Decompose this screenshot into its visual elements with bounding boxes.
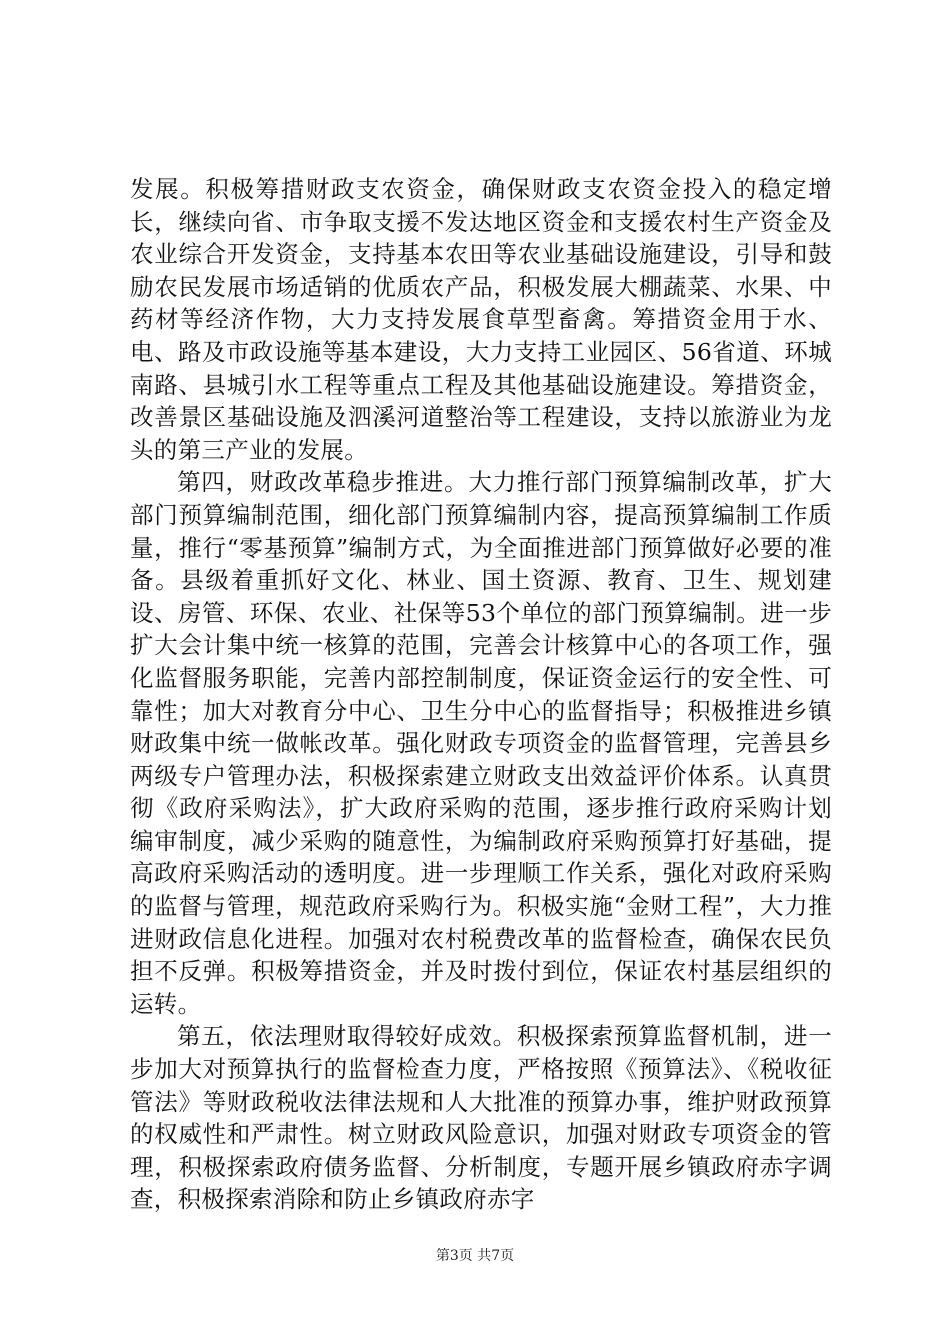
page-number-label: 第3页 共7页 (435, 1248, 515, 1264)
document-body (130, 173, 832, 1216)
paragraph-2: 第四，财政改革稳步推进。大力推行部门预算编制改革，扩大部门预算编制范围，细化部门预算编制内容，提高预算编制工作质量，推行“零基预算”编制方式，为全面推进部门预算做好必要的准备。县级着重抓好文化、林业、国土资源、教育、卫生、规划建设、房管、环保、农业、社保等53个单位的部门预算编制。进一步扩大会计集中统一核算的范围，完善会计核算中心的各项工作，强化监督服务职能，完善内部控制制度，保证资金运行的安全性、可靠性；加大对教育分中心、卫生分中心的监督指导；积极推进乡镇财政集中统一做帐改革。强化财政专项资金的监督管理，完善县乡两级专户管理办法，积极探索建立财政支出效益评价体系。认真贯彻《政府采购法》，扩大政府采购的范围，逐步推行政府采购计划编审制度，减少采购的随意性，为编制政府采购预算打好基础，提高政府采购活动的透明度。进一步理顺工作关系，强化对政府采购的监督与管理，规范政府采购行为。积极实施“金财工程”，大力推进财政信息化进程。加强对农村税费改革的监督检查，确保农民负担不反弹。积极筹措资金，并及时拨付到位，保证农村基层组织的运转。 (130, 468, 832, 1018)
paragraph-1: 发展。积极筹措财政支农资金，确保财政支农资金投入的稳定增长，继续向省、市争取支援不发达地区资金和支援农村生产资金及农业综合开发资金，支持基本农田等农业基础设施建设，引导和鼓励农民发展市场适销的优质农产品，积极发展大棚蔬菜、水果、中药材等经济作物，大力支持发展食草型畜禽。筹措资金用于水、电、路及市政设施等基本建设，大力支持工业园区、56省道、环城南路、县城引水工程等重点工程及其他基础设施建设。筹措资金，改善景区基础设施及泗溪河道整治等工程建设，支持以旅游业为龙头的第三产业的发展。 (130, 175, 832, 464)
paragraph-3: 第五，依法理财取得较好成效。积极探索预算监督机制，进一步加大对预算执行的监督检查力度，严格按照《预算法》、《税收征管法》等财政税收法律法规和人大批准的预算办事，维护财政预算的权威性和严肃性。树立财政风险意识，加强对财政专项资金的管理，积极探索政府债务监督、分析制度，专题开展乡镇政府赤字调查，积极探索消除和防止乡镇政府赤字 (130, 1022, 832, 1214)
page-footer (0, 1245, 950, 1265)
